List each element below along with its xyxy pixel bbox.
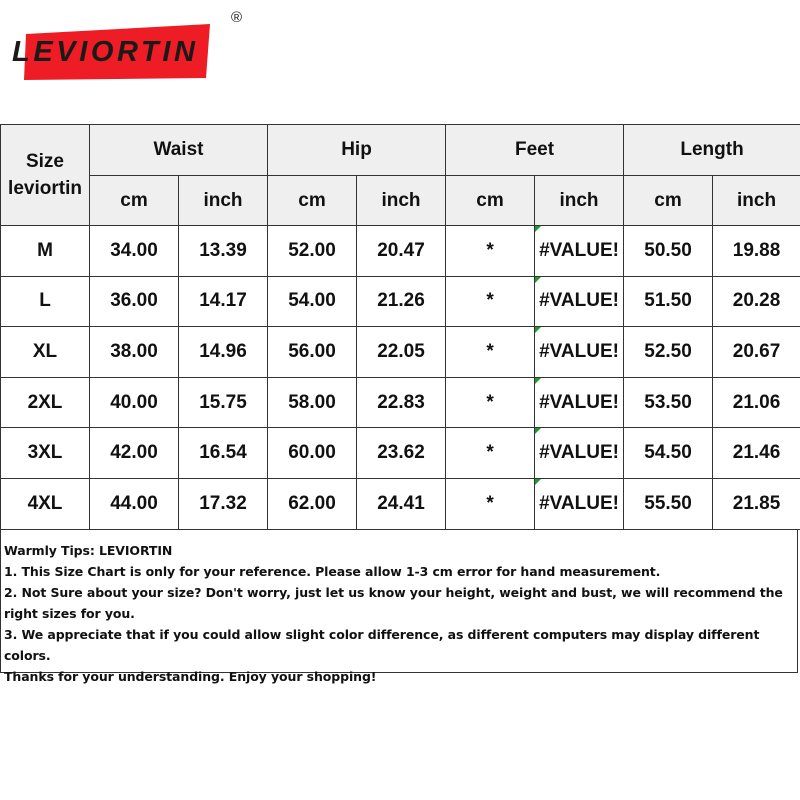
table-cell: 23.62 (357, 428, 446, 479)
table-row (1, 428, 800, 479)
header-row-groups (1, 125, 800, 176)
table-cell: 38.00 (90, 327, 179, 378)
tips-title: Warmly Tips: LEVIORTIN (4, 543, 173, 558)
size-chart-table (0, 124, 800, 530)
unit-header: inch (357, 176, 446, 226)
tips-thanks: Thanks for your understanding. Enjoy your shopping! (4, 669, 377, 684)
unit-header: inch (535, 176, 624, 226)
unit-header: inch (179, 176, 268, 226)
tip-3: 3. We appreciate that if you could allow slight color difference, as different computers may display different colors. (4, 627, 760, 663)
unit-header: cm (624, 176, 713, 226)
table-cell: 21.26 (357, 276, 446, 327)
table-cell: 60.00 (268, 428, 357, 479)
size-header-line1: Size (25, 151, 65, 172)
brand-logo (8, 22, 238, 92)
group-header-hip: Hip (268, 125, 446, 176)
table-cell: 44.00 (90, 478, 179, 529)
table-cell: 62.00 (268, 478, 357, 529)
table-cell: 51.50 (624, 276, 713, 327)
table-cell: 21.46 (713, 428, 800, 479)
table-cell: 55.50 (624, 478, 713, 529)
table-cell: * (446, 377, 535, 428)
table-cell: 21.06 (713, 377, 800, 428)
tip-2: 2. Not Sure about your size? Don't worry, just let us know your height, weight and bust, we will recommend the right sizes for you. (4, 585, 783, 621)
size-cell: 4XL (1, 478, 90, 529)
table-cell: #VALUE! (535, 377, 624, 428)
group-header-feet: Feet (446, 125, 624, 176)
table-cell: 58.00 (268, 377, 357, 428)
group-header-waist: Waist (90, 125, 268, 176)
table-cell: 20.28 (713, 276, 800, 327)
size-cell: 2XL (1, 377, 90, 428)
table-cell: 36.00 (90, 276, 179, 327)
unit-header: cm (90, 176, 179, 226)
table-cell: #VALUE! (535, 276, 624, 327)
table-cell: 15.75 (179, 377, 268, 428)
table-cell: 22.05 (357, 327, 446, 378)
table-cell: 54.00 (268, 276, 357, 327)
table-cell: 42.00 (90, 428, 179, 479)
table-cell: * (446, 428, 535, 479)
group-header-length: Length (624, 125, 800, 176)
header-row-units (1, 176, 800, 226)
table-cell: #VALUE! (535, 428, 624, 479)
table-row (1, 478, 800, 529)
table-row (1, 327, 800, 378)
table-cell: 24.41 (357, 478, 446, 529)
table-cell: 34.00 (90, 226, 179, 277)
size-cell: XL (1, 327, 90, 378)
table-cell: 17.32 (179, 478, 268, 529)
size-header (1, 125, 90, 226)
unit-header: cm (446, 176, 535, 226)
warm-tips-box (0, 530, 798, 684)
table-cell: 13.39 (179, 226, 268, 277)
table-cell: 19.88 (713, 226, 800, 277)
size-cell: L (1, 276, 90, 327)
table-cell: #VALUE! (535, 327, 624, 378)
table-cell: 20.67 (713, 327, 800, 378)
table-cell: 54.50 (624, 428, 713, 479)
table-cell: 56.00 (268, 327, 357, 378)
table-cell: 16.54 (179, 428, 268, 479)
table-cell: * (446, 276, 535, 327)
table-cell: 53.50 (624, 377, 713, 428)
table-cell: * (446, 478, 535, 529)
registered-mark: ® (231, 9, 243, 26)
unit-header: inch (713, 176, 800, 226)
table-cell: 22.83 (357, 377, 446, 428)
table-cell: * (446, 226, 535, 277)
table-cell: 52.00 (268, 226, 357, 277)
size-header-line2: leviortin (8, 178, 82, 199)
table-cell: #VALUE! (535, 478, 624, 529)
table-cell: 40.00 (90, 377, 179, 428)
table-row (1, 276, 800, 327)
tip-1: 1. This Size Chart is only for your reference. Please allow 1-3 cm error for hand measurement. (4, 564, 661, 579)
table-cell: #VALUE! (535, 226, 624, 277)
table-row (1, 226, 800, 277)
table-cell: 20.47 (357, 226, 446, 277)
size-cell: M (1, 226, 90, 277)
size-cell: 3XL (1, 428, 90, 479)
table-row (1, 377, 800, 428)
unit-header: cm (268, 176, 357, 226)
logo-graphic (8, 22, 238, 92)
table-cell: 14.96 (179, 327, 268, 378)
table-cell: 50.50 (624, 226, 713, 277)
table-cell: 52.50 (624, 327, 713, 378)
logo-text: LEVIORTIN (12, 36, 199, 68)
table-cell: 21.85 (713, 478, 800, 529)
table-cell: 14.17 (179, 276, 268, 327)
table-cell: * (446, 327, 535, 378)
